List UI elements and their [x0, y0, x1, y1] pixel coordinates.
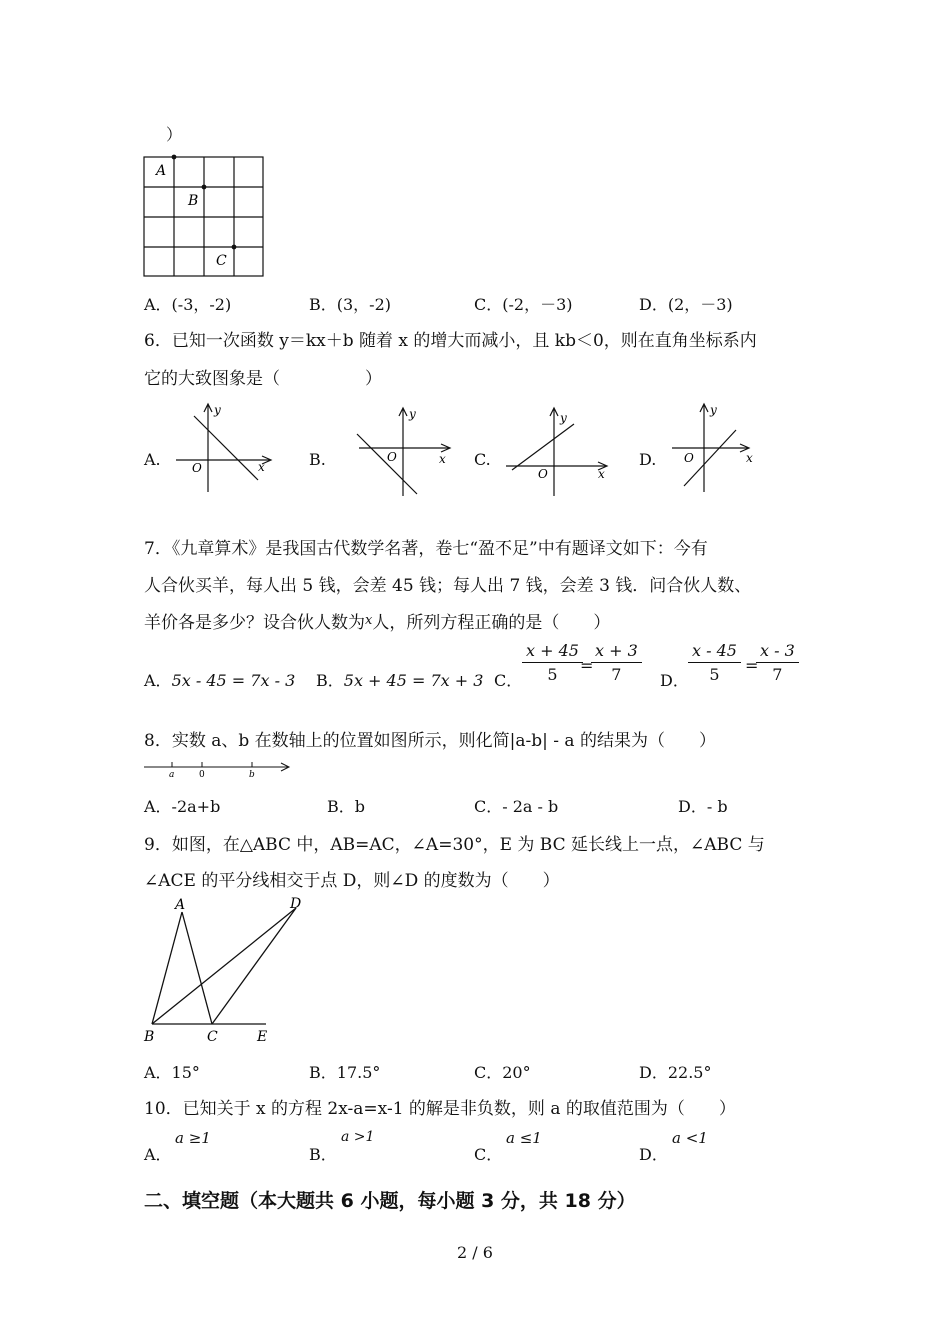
q9-text-line1: 9．如图，在△ABC 中，AB=AC，∠A=30°，E 为 BC 延长线上一点，∠ABC 与 [144, 835, 765, 855]
svg-text:a: a [169, 770, 175, 780]
grid-label-c: C [216, 253, 227, 269]
q6-option-a-label: A. [144, 450, 161, 469]
svg-text:B: B [144, 1029, 155, 1045]
q10-option-b-label: B． [309, 1145, 337, 1164]
q5-option-c: C．(-2，－3) [474, 295, 573, 314]
q7-option-c-label: C． [494, 671, 523, 690]
q8-text-line1: 8．实数 a、b 在数轴上的位置如图所示，则化简|a-b| - a 的结果为（ ） [144, 731, 716, 751]
q7-option-c-left-fraction: $\frac{x + 45}{5}$ [522, 640, 583, 687]
q10-option-d-label: D． [639, 1145, 668, 1164]
svg-text:x: x [439, 452, 446, 466]
q7-text-line1: 7．《九章算术》是我国古代数学名著，卷七“盈不足”中有题译文如下：今有 [144, 539, 708, 559]
q9-text-line2: ∠ACE 的平分线相交于点 D，则∠D 的度数为（ ） [144, 871, 560, 891]
q6-graph-a [172, 400, 282, 496]
svg-text:O: O [387, 450, 397, 464]
q5-grid-figure [140, 152, 270, 282]
q6-option-b-label: B. [309, 450, 326, 469]
q7-option-a: A．5x - 45 = 7x - 3 [144, 671, 296, 690]
q10-text-line1: 10．已知关于 x 的方程 2x-a=x-1 的解是非负数，则 a 的取值范围为（ ） [144, 1099, 736, 1119]
q9-option-a: A．15° [144, 1063, 200, 1082]
svg-text:A: A [175, 897, 186, 913]
svg-text:y: y [710, 403, 717, 417]
q6-text-line1: 6．已知一次函数 y＝kx＋b 随着 x 的增大而减小，且 kb＜0，则在直角坐标系内 [144, 331, 757, 351]
page-number: 2 / 6 [457, 1243, 493, 1262]
svg-text:x: x [746, 451, 753, 465]
svg-text:0: 0 [199, 770, 205, 780]
svg-text:y: y [214, 403, 221, 417]
svg-text:x: x [258, 460, 265, 474]
q10-option-a-label: A． [144, 1145, 172, 1164]
svg-text:O: O [538, 467, 548, 481]
q7-text-line3: 羊价各是多少？设合伙人数为$^x$人，所列方程正确的是（ ） [144, 613, 611, 633]
q7-option-c-equals: = [580, 656, 594, 675]
q6-text-line2: 它的大致图象是（ ） [144, 369, 382, 389]
q5-option-b: B．(3，-2) [309, 295, 392, 314]
q10-option-c-label: C． [474, 1145, 503, 1164]
q8-option-d: D．- b [678, 797, 728, 816]
q7-option-d-label: D． [660, 671, 689, 690]
q7-text-line2: 人合伙买羊，每人出 5 钱，会差 45 钱；每人出 7 钱，会差 3 钱．问合伙人数、 [144, 576, 752, 596]
q10-option-b-expr: a >1 [341, 1129, 375, 1145]
point-a [172, 155, 177, 160]
svg-text:E: E [257, 1029, 268, 1045]
q7-option-c-right-fraction: $\frac{x + 3}{7}$ [591, 640, 642, 687]
q9-option-c: C．20° [474, 1063, 531, 1082]
q5-tail: ） [166, 125, 183, 144]
q8-option-b: B．b [327, 797, 366, 816]
svg-text:D: D [290, 896, 302, 912]
q10-option-c-expr: a ≤1 [506, 1129, 542, 1147]
q6-option-c-label: C. [474, 450, 491, 469]
q8-option-a: A．-2a+b [144, 797, 221, 816]
q7-option-b: B．5x + 45 = 7x + 3 [316, 671, 484, 690]
q9-option-d: D．22.5° [639, 1063, 712, 1082]
grid-label-a: A [156, 163, 167, 179]
q9-option-b: B．17.5° [309, 1063, 381, 1082]
svg-text:y: y [560, 411, 567, 425]
q6-graph-d [668, 400, 778, 496]
q8-option-c: C．- 2a - b [474, 797, 559, 816]
q6-graph-b [353, 404, 463, 500]
q7-option-d-left-fraction: $\frac{x - 45}{5}$ [688, 640, 741, 687]
q9-triangle-figure [140, 892, 310, 1048]
svg-text:C: C [207, 1029, 218, 1045]
q7-option-d-equals: = [745, 656, 759, 675]
point-b [202, 185, 207, 190]
svg-text:b: b [249, 770, 255, 780]
q7-option-d-right-fraction: $\frac{x - 3}{7}$ [756, 640, 799, 687]
q6-option-d-label: D. [639, 450, 657, 469]
section-2-heading: 二、填空题（本大题共 6 小题，每小题 3 分，共 18 分） [144, 1190, 636, 1212]
point-c [232, 245, 237, 250]
grid-label-b: B [188, 193, 199, 209]
q10-option-a-expr: a ≥1 [175, 1129, 211, 1147]
svg-text:x: x [598, 467, 605, 481]
svg-text:O: O [192, 461, 202, 475]
q6-graph-c [502, 404, 612, 500]
svg-text:y: y [409, 407, 416, 421]
q10-option-d-expr: a <1 [672, 1129, 708, 1147]
svg-text:O: O [684, 451, 694, 465]
q5-option-d: D．(2，－3) [639, 295, 733, 314]
q5-option-a: A．(-3，-2) [144, 295, 232, 314]
q8-number-line [142, 756, 294, 780]
